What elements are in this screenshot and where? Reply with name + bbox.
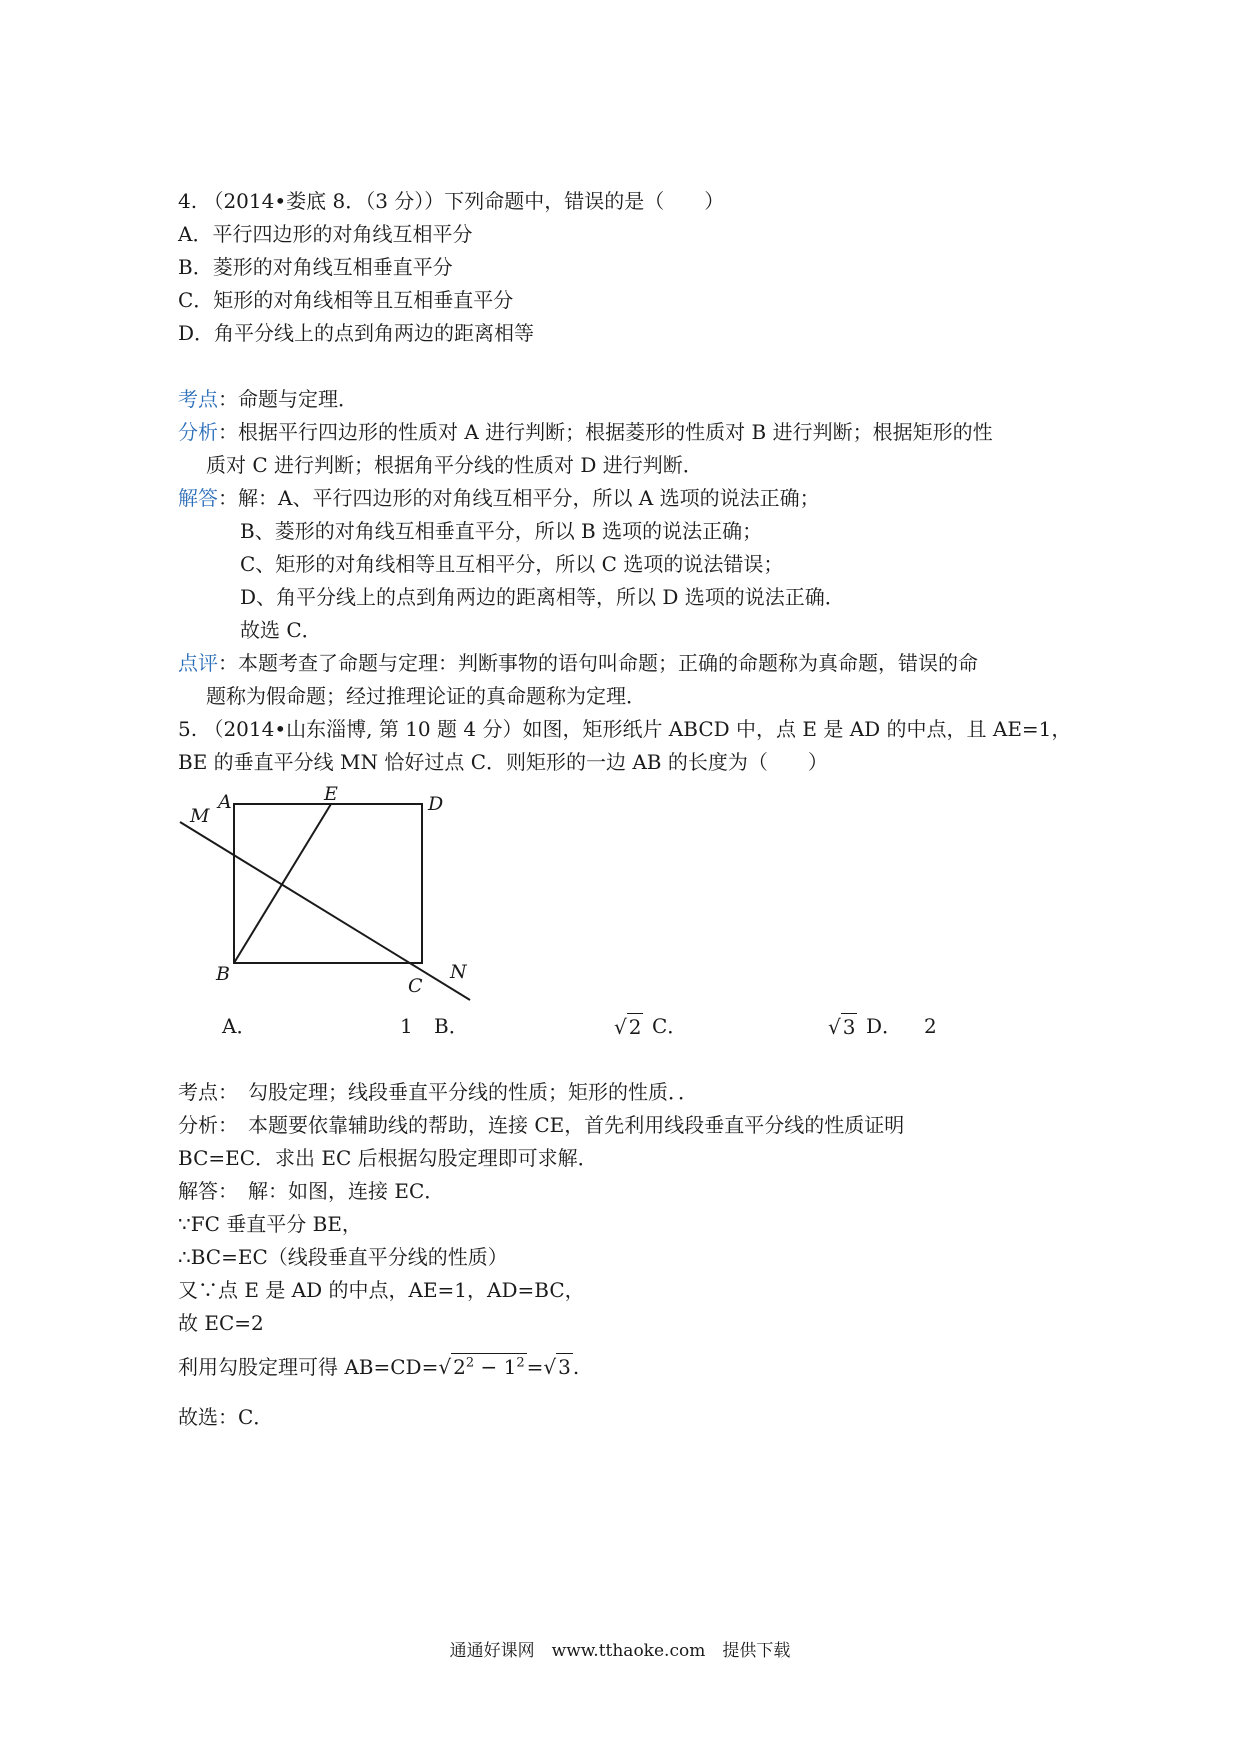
sqrt-icon: √ 3 [543, 1355, 571, 1379]
q4-dianping-line-2: 题称为假命题；经过推理论证的真命题称为定理． [206, 684, 646, 708]
q5-option-c-label: C． [652, 1014, 688, 1038]
q4-fenxi-tag: 分析 [178, 420, 218, 444]
q5-jieda-line-2: ∵FC 垂直平分 BE， [178, 1212, 362, 1236]
q4-kaodian-tag: 考点 [178, 387, 218, 411]
q4-jieda-line-5: 故选 C． [240, 618, 322, 642]
q4-option-d: D．角平分线上的点到角两边的距离相等 [178, 321, 535, 345]
q5-formula [178, 1353, 579, 1380]
q5-option-a-label: A． [222, 1014, 257, 1038]
q5-fenxi-line-2: BC=EC．求出 EC 后根据勾股定理即可求解． [178, 1146, 598, 1170]
q4-fenxi-line-2: 质对 C 进行判断；根据角平分线的性质对 D 进行判断． [206, 453, 703, 477]
q4-dianping-line-1: ：本题考查了命题与定理：判断事物的语句叫命题；正确的命题称为真命题，错误的命 [218, 651, 978, 675]
q5-stem-line-2: BE 的垂直平分线 MN 恰好过点 C．则矩形的一边 AB 的长度为（ ） [178, 750, 828, 774]
q5-option-b-value [614, 1013, 643, 1040]
q5-option-c-value [828, 1013, 857, 1040]
q4-kaodian [178, 386, 358, 412]
q4-jieda-line-2: B、菱形的对角线互相垂直平分，所以 B 选项的说法正确； [240, 519, 763, 543]
q4-option-c: C．矩形的对角线相等且互相垂直平分 [178, 288, 514, 312]
q4-kaodian-text: ：命题与定理． [218, 387, 358, 411]
q5-jieda-line-5: 故 EC=2 [178, 1311, 264, 1335]
q5-jieda-line-3: ∴BC=EC（线段垂直平分线的性质） [178, 1245, 508, 1269]
sqrt-icon: √ 2 [614, 1015, 642, 1039]
formula-a-exp: 2 [465, 1355, 475, 1371]
q4-stem: 4. （2014•娄底 8．（3 分））下列命题中，错误的是（ ） [178, 189, 725, 213]
q4-fenxi [178, 419, 993, 445]
formula-b: 1 [503, 1355, 517, 1379]
q5-option-a-value: 1 [400, 1014, 413, 1038]
q5-jieda-line-4: 又∵点 E 是 AD 的中点，AE=1，AD=BC， [178, 1278, 585, 1302]
sqrt-icon: √ $2^2 - 1^2$ [438, 1355, 525, 1379]
q4-jieda-line-3: C、矩形的对角线相等且互相平分，所以 C 选项的说法错误； [240, 552, 784, 576]
q4-dianping [178, 650, 978, 676]
q5-option-b-label: B． [434, 1014, 469, 1038]
label-n: N [450, 961, 467, 983]
q4-jieda-line-4: D、角平分线上的点到角两边的距离相等，所以 D 选项的说法正确． [240, 585, 845, 609]
q4-dianping-tag: 点评 [178, 651, 218, 675]
q4-jieda-tag: 解答 [178, 486, 218, 510]
q4-option-b: B．菱形的对角线互相垂直平分 [178, 255, 453, 279]
formula-a: 2 [453, 1355, 466, 1379]
formula-b-exp: 2 [516, 1355, 525, 1371]
label-m: M [190, 805, 210, 827]
q5-option-c-radicand: 3 [842, 1015, 856, 1039]
rectangle-figure [170, 775, 480, 1005]
sqrt-icon: √ 3 [828, 1015, 856, 1039]
rectangle-abcd [234, 804, 422, 963]
formula-eq: = [526, 1355, 544, 1379]
formula-prefix: 利用勾股定理可得 AB=CD= [178, 1355, 439, 1379]
formula-end: . [572, 1355, 580, 1379]
page-footer: 通通好课网 www.tthaoke.com 提供下载 [449, 1641, 791, 1661]
q5-fenxi-line-1: 分析： 本题要依靠辅助线的帮助，连接 CE，首先利用线段垂直平分线的性质证明 [178, 1113, 905, 1137]
q4-jieda-line-1: ：解：A、平行四边形的对角线互相平分，所以 A 选项的说法正确； [218, 486, 820, 510]
q5-conclusion: 故选：C． [178, 1405, 274, 1429]
label-a: A [218, 791, 232, 813]
q4-fenxi-line-1: ：根据平行四边形的性质对 A 进行判断；根据菱形的性质对 B 进行判断；根据矩形的性 [218, 420, 993, 444]
q5-option-d-value: 2 [924, 1014, 937, 1038]
q5-option-d-label: D． [866, 1014, 903, 1038]
formula-result: 3 [558, 1355, 571, 1379]
q5-stem-line-1: 5. （2014•山东淄博, 第 10 题 4 分）如图，矩形纸片 ABCD 中，点 E 是 AD 的中点，且 AE=1， [178, 717, 1072, 741]
q4-jieda [178, 485, 820, 511]
q5-jieda-line-1: 解答： 解：如图，连接 EC． [178, 1179, 445, 1203]
label-b: B [216, 963, 230, 985]
segment-be [234, 804, 331, 963]
q4-option-a: A．平行四边形的对角线互相平分 [178, 222, 473, 246]
formula-radicand [451, 1353, 527, 1380]
q5-kaodian: 考点： 勾股定理；线段垂直平分线的性质；矩形的性质．． [178, 1080, 698, 1104]
label-e: E [324, 783, 338, 805]
formula-minus: − [474, 1355, 504, 1379]
label-c: C [408, 975, 423, 997]
q5-option-b-radicand: 2 [628, 1015, 642, 1039]
label-d: D [428, 793, 444, 815]
